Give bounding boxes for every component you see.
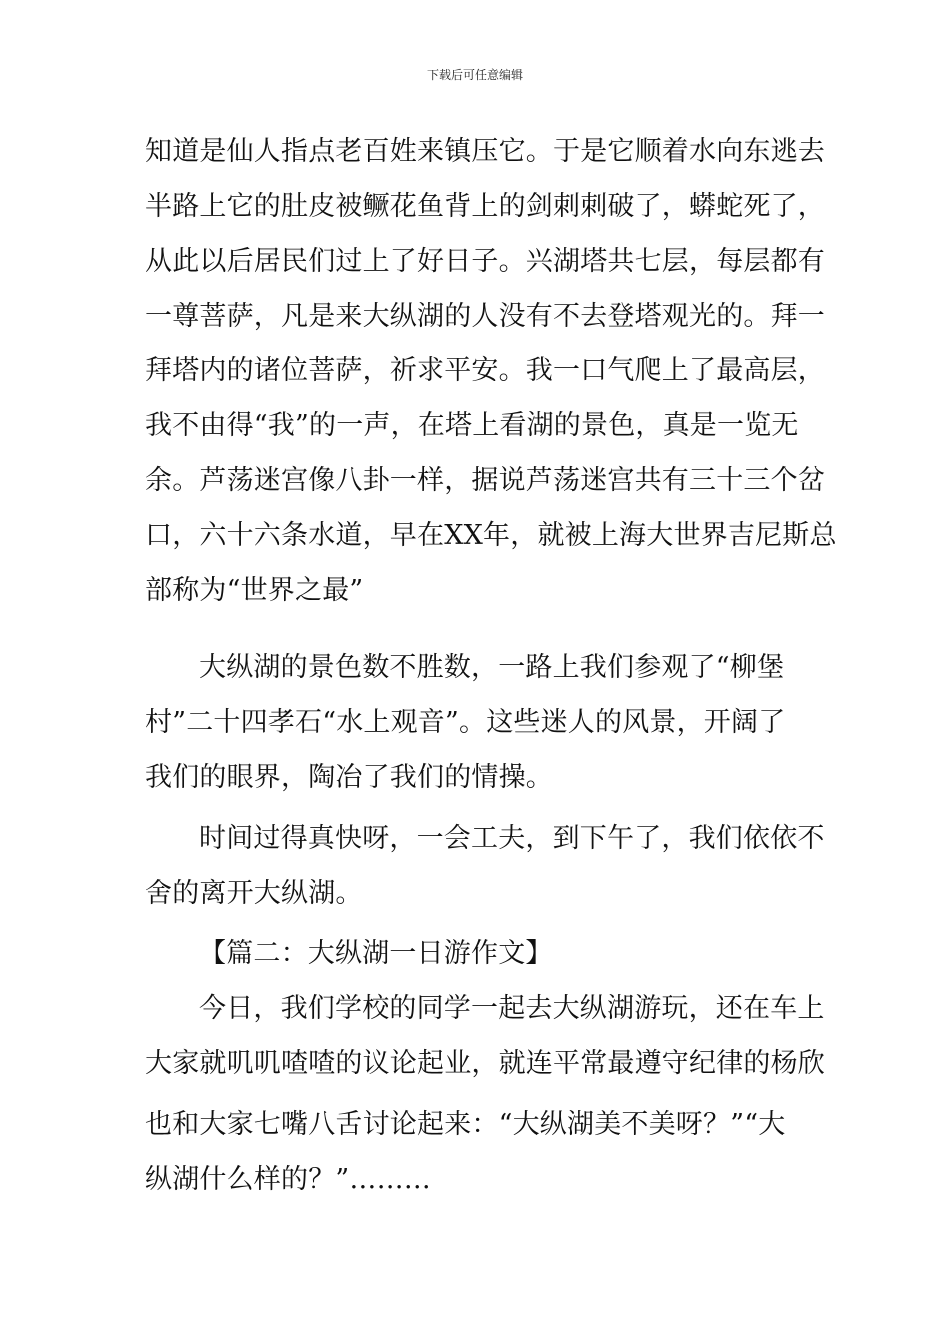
page-header: 下载后可任意编辑 <box>426 68 523 82</box>
paragraph-first-line: 大纵湖的景色数不胜数，一路上我们参观了“柳堡 <box>199 652 785 683</box>
body-line: 也和大家七嘴八舌讨论起来：“大纵湖美不美呀？”“大 <box>145 1109 786 1140</box>
body-line: 口，六十六条水道，早在XX年，就被上海大世界吉尼斯总 <box>145 520 837 551</box>
body-line: 大家就叽叽喳喳的议论起业，就连平常最遵守纪律的杨欣 <box>145 1048 825 1079</box>
paragraph-first-line: 时间过得真快呀，一会工夫，到下午了，我们依依不 <box>199 823 825 854</box>
body-line: 从此以后居民们过上了好日子。兴湖塔共七层，每层都有 <box>145 246 825 277</box>
body-line: 我们的眼界，陶冶了我们的情操。 <box>145 762 553 793</box>
body-line: 一尊菩萨，凡是来大纵湖的人没有不去登塔观光的。拜一 <box>145 301 825 332</box>
body-line: 拜塔内的诸位菩萨，祈求平安。我一口气爬上了最高层， <box>145 355 825 386</box>
body-line: 村”二十四孝石“水上观音”。这些迷人的风景，开阔了 <box>145 707 786 738</box>
body-line: 部称为“世界之最” <box>145 575 364 606</box>
body-line: 余。芦荡迷宫像八卦一样，据说芦荡迷宫共有三十三个岔 <box>145 465 825 496</box>
body-line: 纵湖什么样的？”……… <box>145 1164 432 1195</box>
body-line: 舍的离开大纵湖。 <box>145 878 363 909</box>
body-line: 知道是仙人指点老百姓来镇压它。于是它顺着水向东逃去 <box>145 136 825 167</box>
body-line: 半路上它的肚皮被鳜花鱼背上的剑刺刺破了，蟒蛇死了， <box>145 191 825 222</box>
section-heading: 【篇二：大纵湖一日游作文】 <box>199 938 553 969</box>
body-line: 我不由得“我”的一声，在塔上看湖的景色，真是一览无 <box>145 410 799 441</box>
paragraph-first-line: 今日，我们学校的同学一起去大纵湖游玩，还在车上 <box>199 993 825 1024</box>
